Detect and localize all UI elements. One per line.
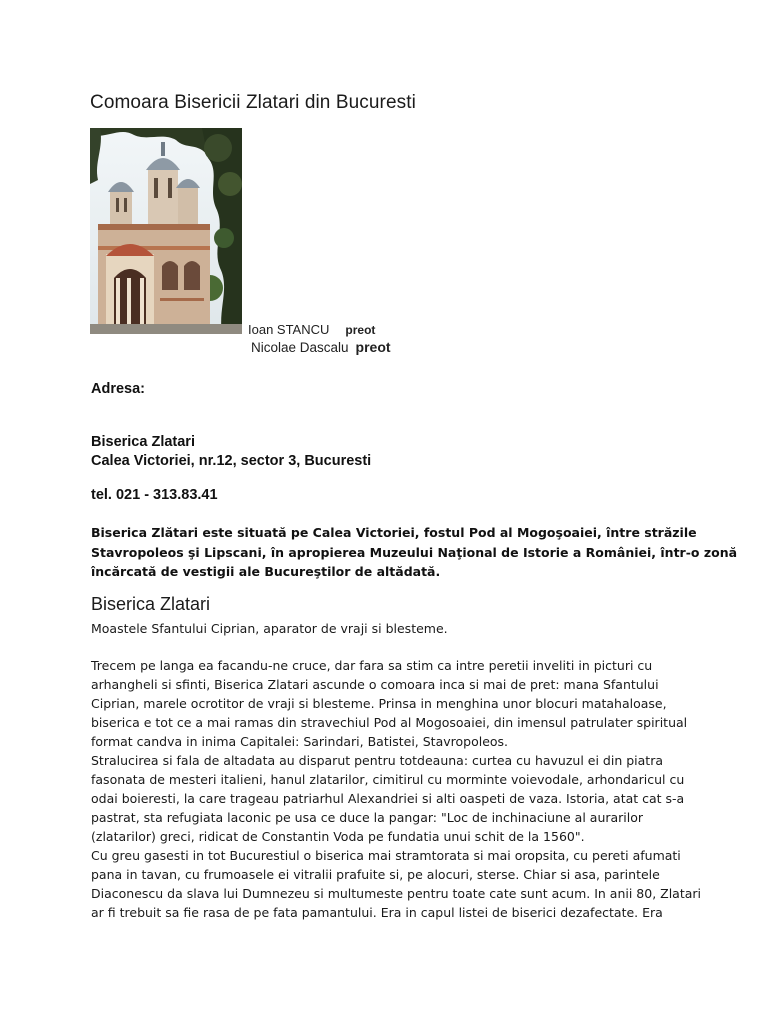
clergy-line-1 (248, 322, 375, 337)
body-line: Trecem pe langa ea facandu-ne cruce, dar fara sa stim ca intre peretii inveliti in picturi cu (91, 658, 653, 673)
clergy-line-2 (251, 339, 391, 355)
body-line: Cu greu gasesti in tot Bucurestiul o biserica mai stramtorata si mai oropsita, cu pereti afumati (91, 848, 681, 863)
body-line: odai boieresti, la care trageau patriarhul Alexandriei si alti oaspeti de vaza. Istoria, atat cat s-a (91, 791, 685, 806)
church-photo (90, 128, 242, 334)
address-label: Adresa: (91, 381, 145, 397)
body-line: Ciprian, marele ocrotitor de vraji si blesteme. Prinsa in menghina unor blocuri matahaloase, (91, 696, 667, 711)
intro-line: Biserica Zlătari este situată pe Calea Victoriei, fostul Pod al Mogoşoaiei, între străzile (91, 525, 697, 540)
address-line-2: Calea Victoriei, nr.12, sector 3, Bucuresti (91, 453, 372, 469)
clergy-role: preot (355, 339, 391, 355)
body-line: biserica e tot ce a mai ramas din stravechiul Pod al Mogosoaiei, din imensul patrulater spiritual (91, 715, 688, 730)
intro-line: Stavropoleos şi Lipscani, în apropierea Muzeului Naţional de Istorie a României, într-o zonă (91, 544, 738, 560)
address-line-1: Biserica Zlatari (91, 434, 195, 450)
phone-number: tel. 021 - 313.83.41 (91, 487, 218, 503)
body-line: pastrat, sta refugiata laconic pe usa ce duce la pangar: "Loc de inchinaciune al aurarilor (91, 810, 644, 825)
body-line: Diaconescu da slava lui Dumnezeu si multumeste pentru toate cate sunt acum. In anii 80, Zlatari (91, 886, 702, 901)
page-title: Comoara Bisericii Zlatari din Bucuresti (90, 92, 416, 113)
intro-line: încărcată de vestigii ale Bucureştilor de altădată. (91, 564, 441, 579)
body-line: format candva in inima Capitalei: Sarindari, Batistei, Stavropoleos. (91, 734, 509, 749)
body-line: arhangheli si sfinti, Biserica Zlatari ascunde o comoara inca si mai de pret: mana Sfantului (91, 677, 659, 692)
section-heading: Biserica Zlatari (91, 594, 211, 614)
body-line: (zlatarilor) greci, ridicat de Constantin Voda pe fundatia unui schit de la 1560". (91, 829, 585, 844)
body-line: ar fi trebuit sa fie rasa de pe fata pamantului. Era in capul listei de biserici dezafectate. Era (91, 905, 663, 920)
body-line: fasonata de mesteri italieni, hanul zlatarilor, cimitirul cu morminte voievodale, arhondaricul cu (91, 772, 685, 787)
body-line: Stralucirea si fala de altadata au disparut pentru totdeauna: curtea cu havuzul ei din piatra (91, 753, 663, 768)
clergy-role: preot (345, 323, 376, 337)
lead-line: Moastele Sfantului Ciprian, aparator de vraji si blesteme. (91, 621, 448, 636)
body-line: pana in tavan, cu frumoasele ei vitralii prafuite si, pe alocuri, sterse. Chiar si asa, parintele (91, 867, 660, 882)
clergy-name: Nicolae Dascalu (251, 340, 349, 355)
body-paragraph (91, 656, 701, 922)
clergy-name: Ioan STANCU (248, 322, 330, 337)
intro-paragraph (91, 523, 738, 582)
